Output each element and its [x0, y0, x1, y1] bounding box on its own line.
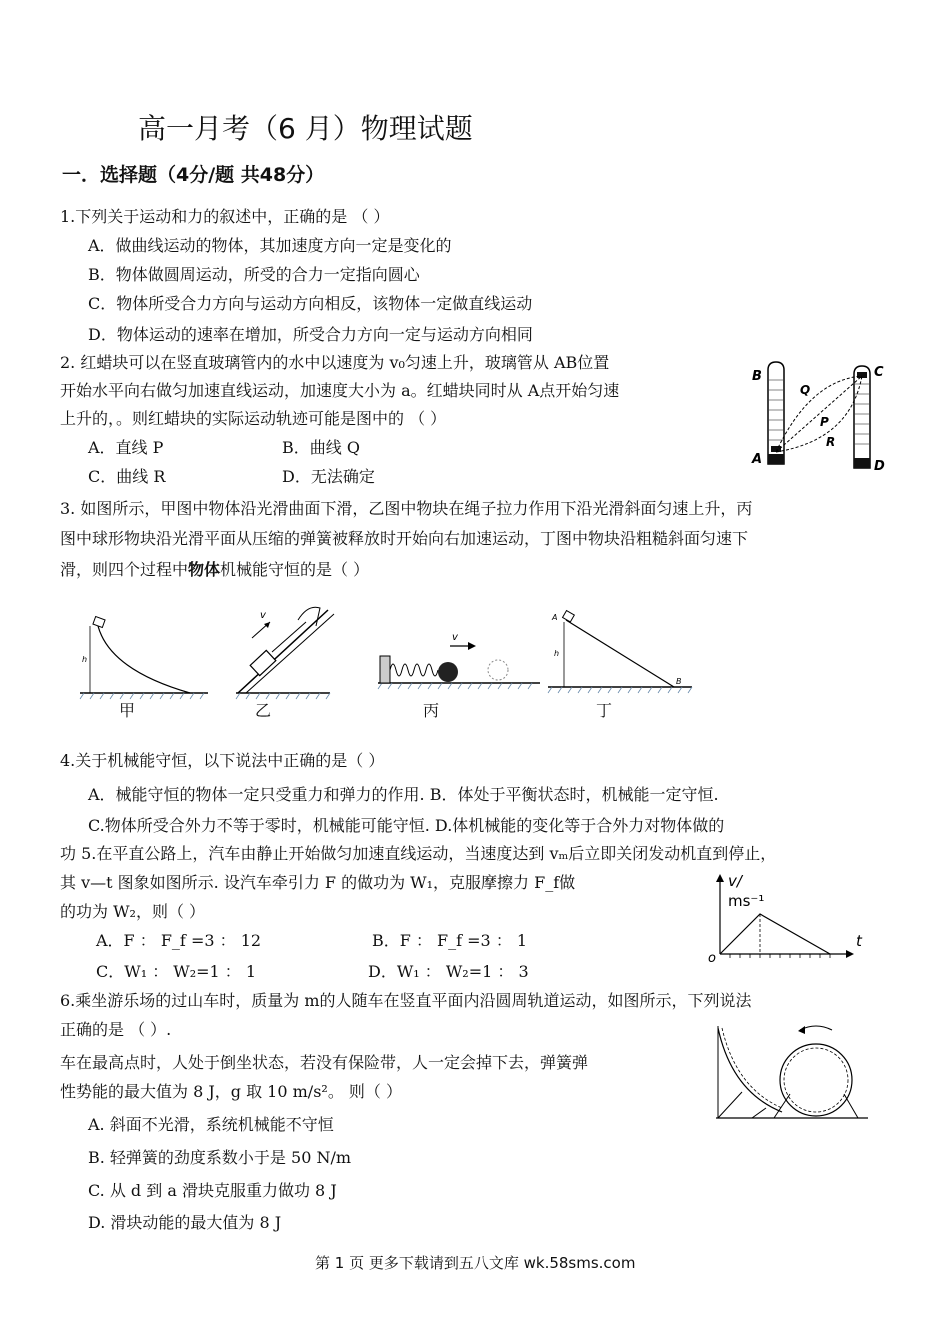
fig-ding-B: B: [676, 677, 682, 686]
q5-vt-graph: [700, 870, 870, 965]
q1-option-d: D．物体运动的速率在增加，所受合力方向一定与运动方向相同: [88, 325, 533, 344]
label-B: B: [752, 369, 762, 384]
page-footer: 第 1 页 更多下载请到五八文库 wk.58sms.com: [315, 1254, 636, 1272]
label-P: P: [820, 415, 829, 429]
figure-yi: [236, 607, 334, 699]
graph-ylabel-2: ms⁻¹: [728, 892, 765, 910]
trajectories: [776, 376, 862, 452]
q5-option-a: A．F ： F_f =3 ： 12: [96, 931, 262, 950]
q1-stem: 1.下列关于运动和力的叙述中，正确的是 （ ）: [60, 207, 390, 226]
q6-option-b: B. 轻弹簧的劲度系数小于是 50 N/m: [88, 1148, 352, 1167]
figure-bing: [378, 632, 540, 689]
label-A: A: [752, 452, 763, 467]
q3-line-1: 3. 如图所示，甲图中物体沿光滑曲面下滑，乙图中物块在绳子拉力作用下沿光滑斜面匀速上升，丙: [60, 499, 753, 518]
q5-line-2: 其 v—t 图象如图所示. 设汽车牵引力 F 的做功为 W₁，克服摩擦力 F_f做: [60, 873, 576, 892]
q6-option-c: C. 从 d 到 a 滑块克服重力做功 8 J: [88, 1181, 337, 1200]
q2-option-d: D．无法确定: [282, 467, 375, 486]
q4-options-ab: A．械能守恒的物体一定只受重力和弹力的作用. B．体处于平衡状态时，机械能一定守恒.: [88, 785, 719, 804]
q6-line-4: 性势能的最大值为 8 J，g 取 10 m/s²。 则（ ）: [60, 1082, 402, 1101]
q2-tube-figure: [750, 360, 900, 475]
figure-jia: [80, 617, 208, 699]
label-Q: Q: [800, 383, 811, 397]
q5-option-b: B．F ： F_f =3 ： 1: [372, 931, 528, 950]
q4-stem: 4.关于机械能守恒，以下说法中正确的是（ ）: [60, 751, 385, 770]
q1-option-c: C．物体所受合力方向与运动方向相反，该物体一定做直线运动: [88, 294, 533, 313]
q5-line-3: 的功为 W₂，则（ ）: [60, 902, 206, 921]
q3-bold-word: 物体: [188, 560, 221, 579]
graph-ylabel-1: v/: [728, 872, 742, 890]
q2-option-c: C．曲线 R: [88, 467, 166, 486]
q3-line-3-start: 滑，则四个过程中: [60, 560, 189, 579]
q2-line-1: 2. 红蜡块可以在竖直玻璃管内的水中以速度为 v₀匀速上升，玻璃管从 AB位置: [60, 353, 610, 372]
caption-ding: 丁: [596, 701, 613, 720]
q4-options-cd: C.物体所受合外力不等于零时，机械能可能守恒. D.体机械能的变化等于合外力对物体做的: [88, 816, 725, 835]
q1-option-b: B．物体做圆周运动，所受的合力一定指向圆心: [88, 265, 420, 284]
q1-option-a: A．做曲线运动的物体，其加速度方向一定是变化的: [88, 236, 452, 255]
caption-jia: 甲: [119, 701, 136, 720]
left-tube: [768, 362, 784, 464]
q5-option-c: C．W₁ ： W₂=1 ： 1: [96, 962, 257, 981]
q5-option-d: D．W₁ ： W₂=1 ： 3: [368, 962, 529, 981]
fig-ding-h: h: [554, 649, 560, 658]
q2-option-a: A．直线 P: [88, 438, 164, 457]
q6-option-a: A. 斜面不光滑，系统机械能不守恒: [88, 1115, 334, 1134]
q6-line-2: 正确的是 （ ）.: [60, 1020, 172, 1039]
q6-roller-coaster-figure: [712, 1022, 872, 1122]
label-D: D: [874, 459, 885, 474]
section-heading: 一．选择题（4分/题 共48分）: [62, 164, 325, 186]
q2-line-2: 开始水平向右做匀加速直线运动，加速度大小为 a。红蜡块同时从 A点开始匀速: [60, 381, 620, 400]
graph-origin: o: [708, 951, 716, 966]
q3-line-3-end: 机械能守恒的是（ ）: [220, 560, 370, 579]
fig-yi-v: v: [260, 610, 266, 621]
q2-option-b: B．曲线 Q: [282, 438, 360, 457]
page-title: 高一月考（6 月）物理试题: [138, 112, 473, 145]
caption-yi: 乙: [255, 701, 272, 720]
q5-line-1: 功 5.在平直公路上，汽车由静止开始做匀加速直线运动，当速度达到 vₘ后立即关闭发动机直到停止，: [60, 844, 777, 863]
q3-line-2: 图中球形物块沿光滑平面从压缩的弹簧被释放时开始向右加速运动，丁图中物块沿粗糙斜面匀速下: [60, 529, 749, 548]
q6-line-3: 车在最高点时，人处于倒坐状态，若没有保险带，人一定会掉下去，弹簧弹: [60, 1053, 589, 1072]
q2-line-3: 上升的，。则红蜡块的实际运动轨迹可能是图中的 （ ）: [60, 409, 447, 428]
fig-bing-v: v: [452, 632, 458, 643]
label-R: R: [826, 435, 836, 449]
label-C: C: [874, 365, 884, 380]
q3-line-3: [60, 559, 369, 581]
q6-option-d: D. 滑块动能的最大值为 8 J: [88, 1213, 282, 1232]
caption-bing: 丙: [423, 701, 440, 720]
q6-line-1: 6.乘坐游乐场的过山车时，质量为 m的人随车在竖直平面内沿圆周轨道运动，如图所示，下列说法: [60, 991, 752, 1010]
figure-ding: [548, 611, 692, 693]
fig-jia-h: h: [82, 655, 88, 664]
fig-ding-A: A: [552, 613, 558, 622]
graph-xlabel: t: [856, 932, 862, 950]
